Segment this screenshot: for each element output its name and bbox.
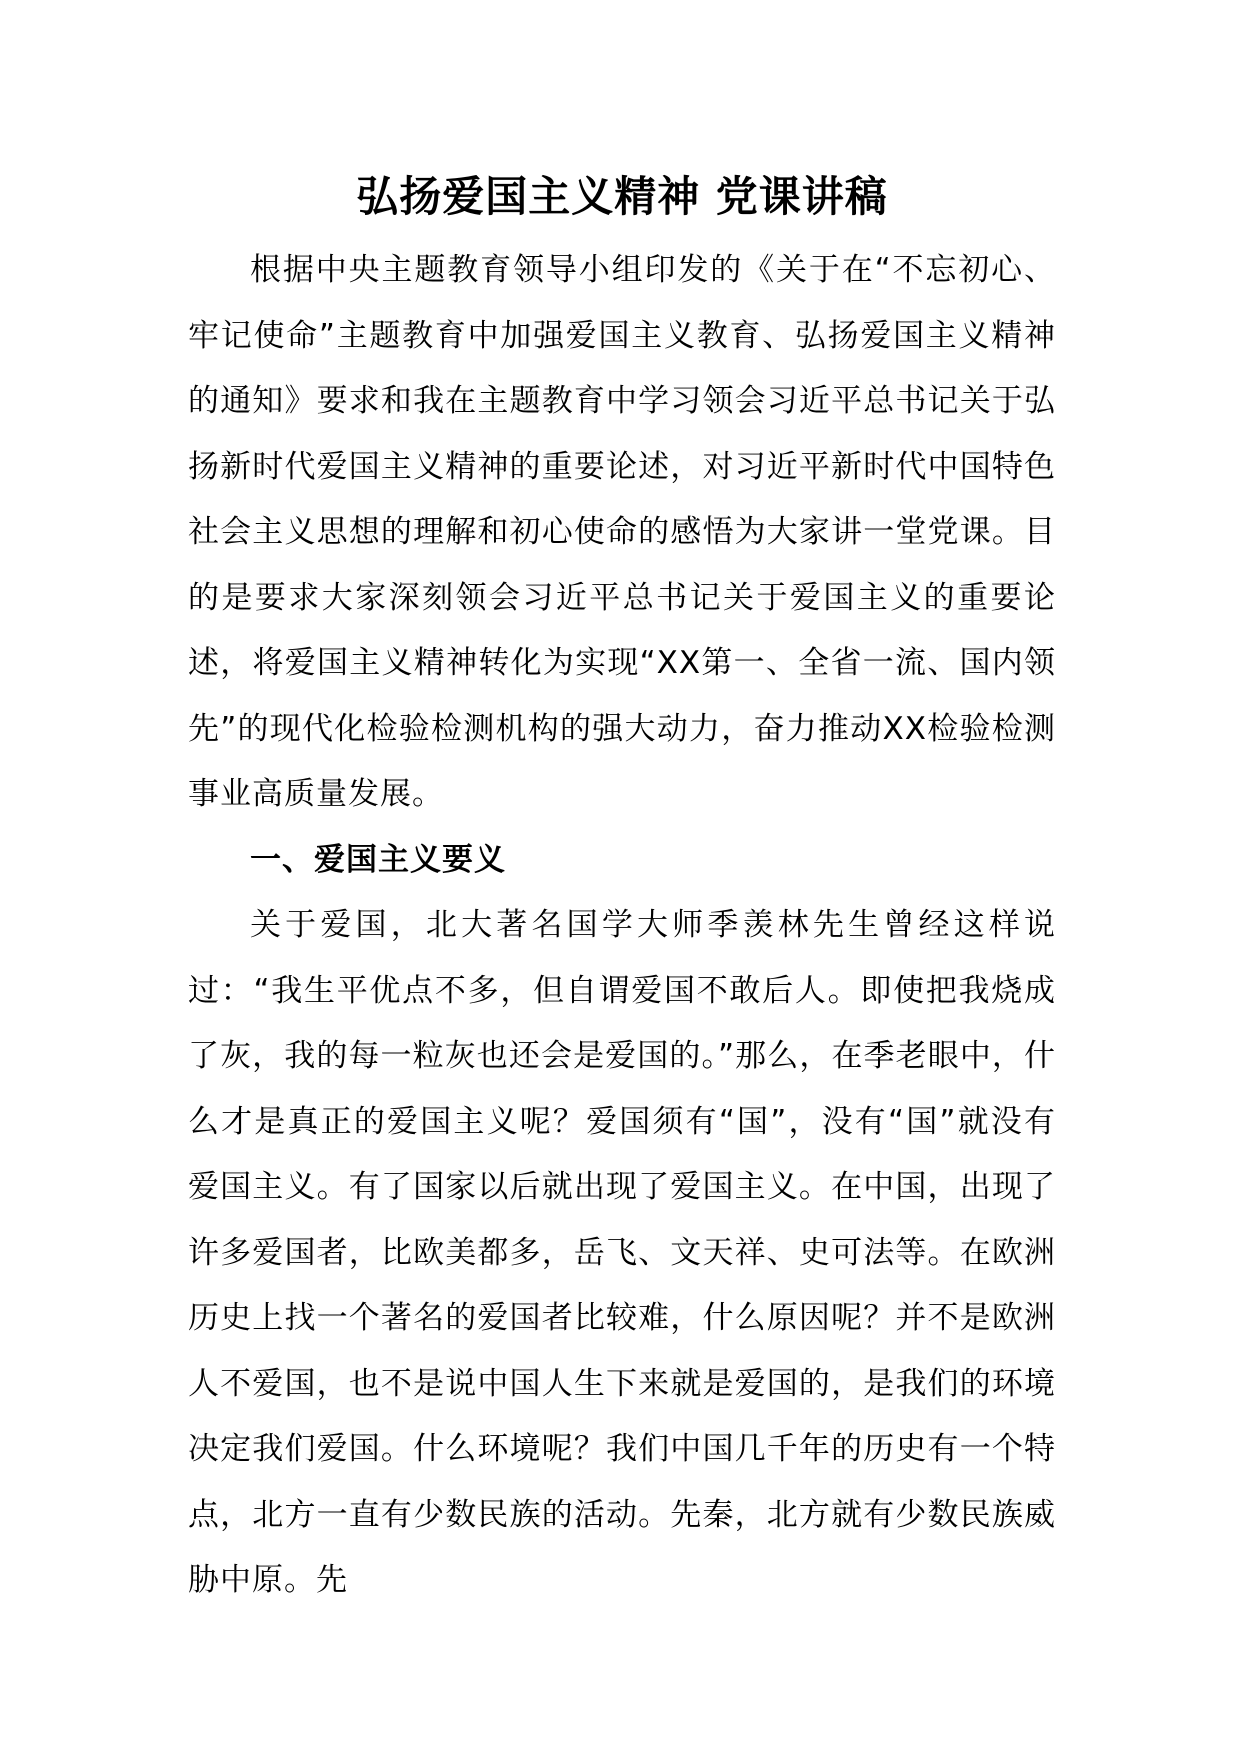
document-page <box>188 162 1056 1614</box>
section-heading: 一、爱国主义要义 <box>250 841 506 878</box>
document-title: 弘扬爱国主义精神 党课讲稿 <box>356 172 888 221</box>
intro-paragraph: 根据中央主题教育领导小组印发的《关于在“不忘初心、牢记使命”主题教育中加强爱国主义教育、弘扬爱国主义精神的通知》要求和我在主题教育中学习领会习近平总书记关于弘扬新时代爱国主义精神的重要论述，对习近平新时代中国特色社会主义思想的理解和初心使命的感悟为大家讲一堂党课。目的是要求大家深刻领会习近平总书记关于爱国主义的重要论述，将爱国主义精神转化为实现“XX第一、全省一流、国内领先”的现代化检验检测机构的强大动力，奋力推动XX检验检测事业高质量发展。 <box>188 252 1056 812</box>
section-paragraph: 关于爱国，北大著名国学大师季羡林先生曾经这样说过：“我生平优点不多，但自谓爱国不敢后人。即使把我烧成了灰，我的每一粒灰也还会是爱国的。”那么，在季老眼中，什么才是真正的爱国主义呢？爱国须有“国”，没有“国”就没有爱国主义。有了国家以后就出现了爱国主义。在中国，出现了许多爱国者，比欧美都多，岳飞、文天祥、史可法等。在欧洲历史上找一个著名的爱国者比较难，什么原因呢？并不是欧洲人不爱国，也不是说中国人生下来就是爱国的，是我们的环境决定我们爱国。什么环境呢？我们中国几千年的历史有一个特点，北方一直有少数民族的活动。先秦，北方就有少数民族威胁中原。先 <box>188 907 1056 1598</box>
